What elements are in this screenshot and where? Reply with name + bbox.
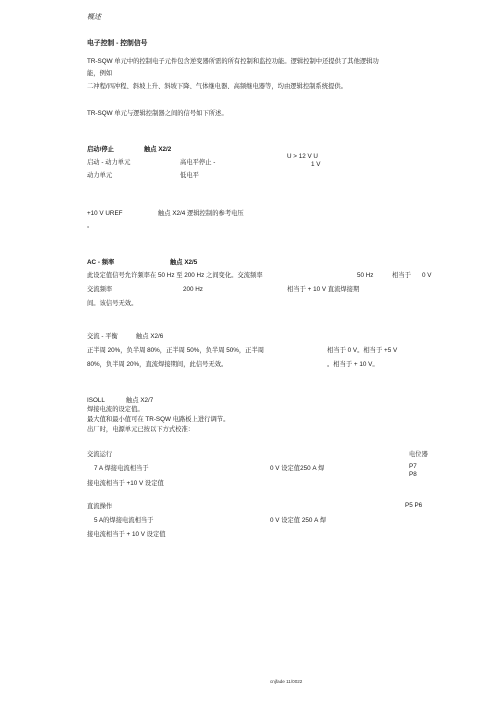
uref-period: 。 (87, 222, 94, 229)
intro-line-2: 能，例如 (87, 70, 113, 77)
ac-operation-line1: 7 A 焊接电流相当于 (94, 465, 149, 472)
section-title: 电子控制 - 控制信号 (87, 40, 148, 47)
ac-balance-contact: 触点 X2/6 (136, 333, 164, 340)
ac-frequency-contact: 触点 X2/5 (170, 259, 198, 266)
dc-operation-label: 直流操作 (87, 503, 113, 510)
running-header: 概述 (87, 14, 101, 21)
ac-balance-heading: 交流 - 平衡 (87, 333, 118, 340)
ac-frequency-0v: 0 V (422, 272, 432, 279)
ac-frequency-10v: 相当于 + 10 V 直流焊接期 (287, 286, 360, 293)
ac-frequency-equals: 相当于 (392, 272, 411, 279)
intro-line-1: TR-SQW 单元中的控制电子元件包含逆变器所需的所有控制和监控功能。逻辑控制中还提供了其他逻辑功 (87, 58, 379, 65)
ac-balance-line2: 80%，负半周 20%，直流焊接期间，此信号无效。 (87, 361, 228, 368)
ac-balance-10v: 。相当于 + 10 V。 (327, 361, 379, 368)
ac-frequency-line3: 间。该信号无效。 (87, 300, 138, 307)
isoll-line3: 出厂时，电源单元已按以下方式校准： (87, 426, 195, 433)
page-footer: cnjfade 11/0022 (270, 679, 303, 684)
isoll-contact: 触点 X2/7 (126, 397, 154, 404)
start-stop-row2-mid: 低电平 (180, 172, 199, 179)
isoll-line1: 焊接电流的设定值。 (87, 406, 144, 413)
dc-operation-setpoint: 0 V 设定值 250 A 焊 (270, 517, 326, 524)
uref-description: 触点 X2/4 逻辑控制的参考电压 (158, 210, 244, 217)
dc-operation-line1: 5 A的焊接电流相当于 (94, 517, 154, 524)
isoll-heading: ISOLL (87, 397, 105, 404)
ac-frequency-heading: AC - 频率 (87, 259, 115, 266)
start-stop-contact: 触点 X2/2 (144, 146, 172, 153)
intro-line-3: 二冲程/四冲程、斜坡上升、斜坡下降、气体继电器、高频继电器等，均由逻辑控制系统提供。 (87, 83, 347, 90)
signal-description: TR-SQW 单元与逻辑控制器之间的信号如下所述。 (87, 110, 228, 117)
start-stop-row1-mid: 高电平停止 - (180, 159, 216, 166)
start-stop-voltage-2: 1 V (311, 161, 321, 168)
uref-label: +10 V UREF (87, 210, 123, 217)
dc-operation-line2: 接电流相当于 + 10 V 设定值 (87, 531, 166, 538)
potentiometer-heading: 电位器 (409, 451, 428, 458)
ac-balance-voltages: 相当于 0 V。相当于 +5 V (327, 347, 398, 354)
ac-operation-setpoint: 0 V 设定值250 A 焊 (270, 465, 325, 472)
ac-frequency-50hz: 50 Hz (357, 272, 374, 279)
ac-frequency-200hz: 200 Hz (183, 286, 203, 293)
start-stop-heading: 启动/停止 (87, 146, 114, 153)
start-stop-row1-left: 启动 - 动力单元 (87, 159, 131, 166)
ac-frequency-line2: 交流频率 (87, 286, 113, 293)
ac-operation-line2: 接电流相当于 +10 V 设定值 (87, 480, 164, 487)
ac-frequency-line1: 此设定值信号允许频率在 50 Hz 至 200 Hz 之间变化。交流频率 (87, 272, 263, 279)
ac-balance-line1: 正半周 20%，负半周 80%，正半周 50%，负半周 50%，正半周 (87, 347, 265, 354)
potentiometer-p5-p6: P5 P6 (405, 502, 423, 509)
start-stop-row2-left: 动力单元 (87, 172, 113, 179)
ac-operation-label: 交流运行 (87, 451, 113, 458)
start-stop-voltage-1: U > 12 V U (287, 153, 318, 160)
potentiometer-p8: P8 (409, 471, 417, 478)
potentiometer-p7: P7 (409, 463, 417, 470)
isoll-line2: 最大值和最小值可在 TR-SQW 电路板上进行调节。 (87, 416, 230, 423)
